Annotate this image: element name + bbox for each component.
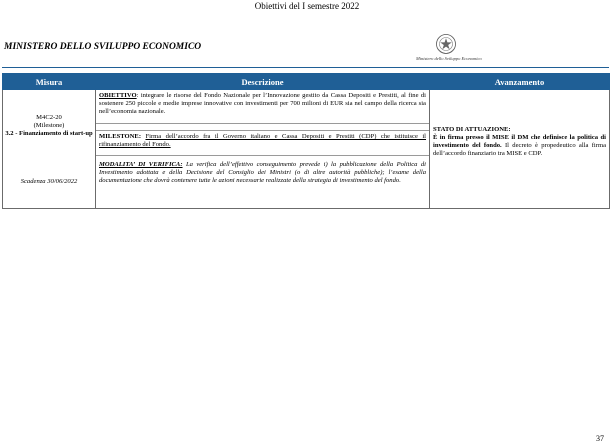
milestone-label: MILESTONE: bbox=[99, 133, 142, 140]
obiettivo-block bbox=[96, 90, 429, 124]
misura-info bbox=[3, 114, 95, 138]
verifica-block bbox=[96, 159, 429, 188]
avanzamento-text bbox=[430, 126, 609, 158]
verifica-text: La verifica dell’effettivo conseguimento prevede i) la pubblicazione della Politica di Investimento adottata e della Decisione del Consiglio dei Ministri (o di altre autorità pubbliche); l’esame della documentazione che dovrà contenere tutte le azioni necessarie realizzate della strategia di investimento del fondo. bbox=[99, 161, 427, 185]
column-header-misura: Misura bbox=[3, 74, 96, 90]
misura-code: M4C2-20 bbox=[36, 114, 62, 121]
italian-republic-emblem-icon bbox=[435, 33, 457, 55]
obiettivo-text: : integrare le risorse del Fondo Nazionale per l’Innovazione gestito da Cassa Depositi e Prestiti, al fine di sostenere 250 piccole e medie imprese innovative con investimenti per 700 milioni di EUR sia nel campo della ricerca sia nell’economia nazionale. bbox=[99, 92, 426, 116]
stato-text: Il decreto è propedeutico alla firma dell’accordo finanziario tra MISE e CDP. bbox=[433, 142, 607, 157]
stato-label: STATO DI ATTUAZIONE: bbox=[433, 126, 511, 133]
column-header-avanzamento: Avanzamento bbox=[430, 74, 610, 90]
stato-bold-text: È in firma presso il MISE il DM che definisce la politica di investimento del fondo. bbox=[433, 134, 606, 149]
table-header-row bbox=[3, 74, 610, 90]
column-header-descrizione: Descrizione bbox=[96, 74, 430, 90]
emblem-caption: Ministero dello Sviluppo Economico bbox=[416, 56, 482, 61]
ministry-emblem bbox=[416, 33, 482, 61]
ministry-name: MINISTERO DELLO SVILUPPO ECONOMICO bbox=[4, 42, 202, 52]
milestone-text: Firma dell’accordo fra il Governo italiano e Cassa Depositi e Prestiti (CDP) che istituisce il rifinanziamento del Fondo. bbox=[99, 133, 426, 149]
verifica-label: MODALITA’ DI VERIFICA: bbox=[99, 161, 183, 168]
descrizione-cell bbox=[96, 90, 430, 209]
header-rule bbox=[2, 67, 609, 68]
misura-cell bbox=[3, 90, 96, 209]
objectives-table bbox=[2, 73, 610, 209]
page-number: 37 bbox=[596, 434, 604, 443]
table-row bbox=[3, 90, 610, 209]
page-title: Obiettivi del I semestre 2022 bbox=[254, 1, 360, 11]
misura-type: (Milestone) bbox=[33, 122, 65, 129]
avanzamento-cell bbox=[430, 90, 610, 209]
milestone-block bbox=[96, 130, 429, 156]
obiettivo-label: OBIETTIVO bbox=[99, 92, 137, 99]
scadenza: Scadenza 30/06/2022 bbox=[20, 178, 78, 185]
misura-title: 3.2 - Finanziamento di start-up bbox=[5, 130, 93, 137]
